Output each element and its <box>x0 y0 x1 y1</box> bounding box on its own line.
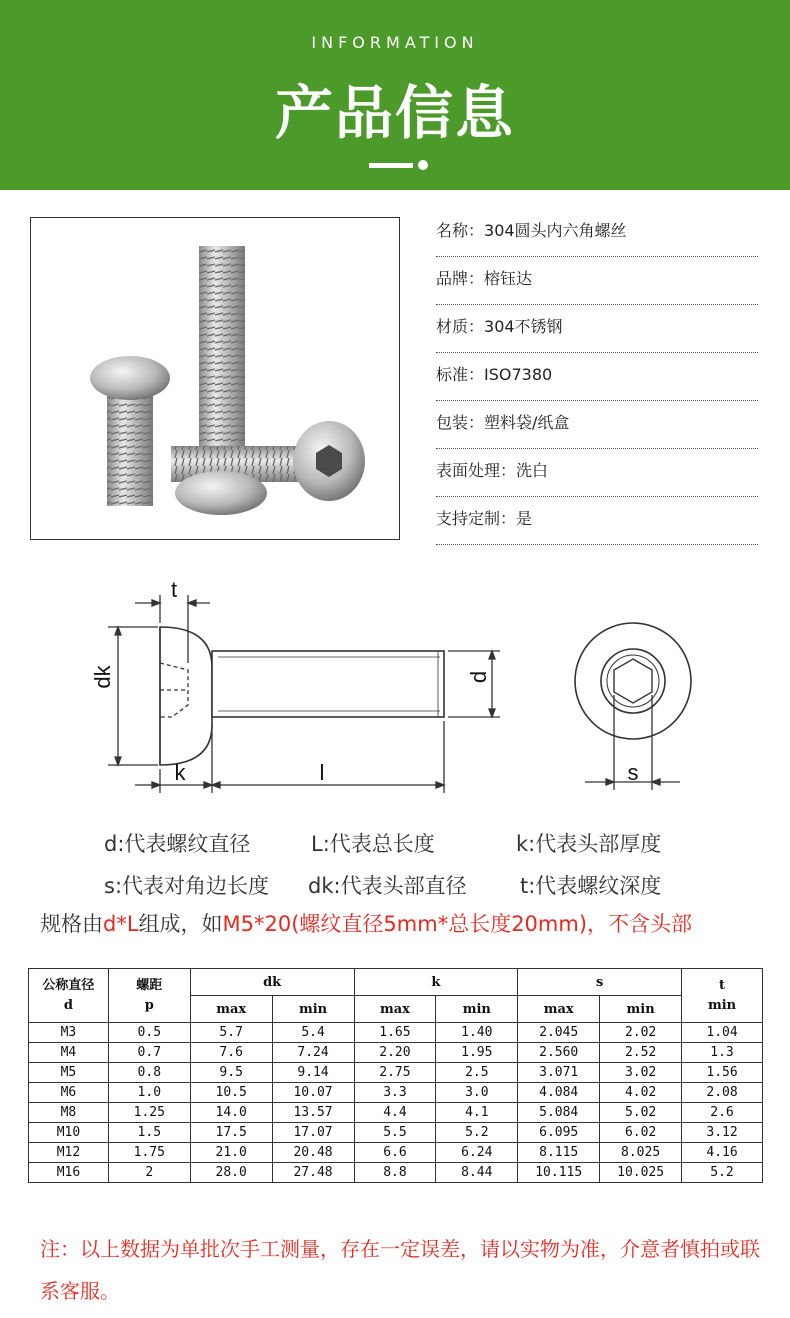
table-cell: 27.48 <box>272 1163 354 1183</box>
info-row-custom <box>436 497 758 545</box>
note-part-highlight: d*L <box>103 912 139 936</box>
table-cell: 6.02 <box>600 1123 682 1143</box>
col-head-max: max <box>190 996 272 1023</box>
table-row <box>29 1043 763 1063</box>
table-cell: 2.6 <box>682 1103 763 1123</box>
table-row <box>29 1023 763 1043</box>
label-s: s <box>627 760 639 785</box>
table-cell: 4.02 <box>600 1083 682 1103</box>
col-head-min: min <box>436 996 518 1023</box>
info-value: ISO7380 <box>484 365 553 384</box>
table-cell: 2.75 <box>354 1063 436 1083</box>
table-cell: M16 <box>29 1163 109 1183</box>
info-label: 标准： <box>436 365 485 384</box>
table-cell: 4.16 <box>682 1143 763 1163</box>
label-d: d <box>466 670 491 684</box>
table-cell: 2.08 <box>682 1083 763 1103</box>
table-cell: 0.8 <box>108 1063 190 1083</box>
table-cell: 14.0 <box>190 1103 272 1123</box>
info-value: 塑料袋/纸盒 <box>484 413 570 432</box>
legend-item: d:代表螺纹直径 <box>104 832 251 856</box>
table-cell: M4 <box>29 1043 109 1063</box>
table-cell: 5.2 <box>436 1123 518 1143</box>
col-head-min: min <box>272 996 354 1023</box>
info-row-brand <box>436 257 758 305</box>
table-cell: 5.02 <box>600 1103 682 1123</box>
table-cell: 10.115 <box>518 1163 600 1183</box>
screw-drawing <box>0 575 790 800</box>
table-cell: 5.5 <box>354 1123 436 1143</box>
table-cell: 8.115 <box>518 1143 600 1163</box>
info-label: 表面处理： <box>436 461 517 480</box>
table-cell: 1.40 <box>436 1023 518 1043</box>
col-head-min: min <box>600 996 682 1023</box>
table-cell: M10 <box>29 1123 109 1143</box>
legend-line-2 <box>0 870 790 910</box>
col-head-text: min <box>707 997 737 1013</box>
table-cell: 2.52 <box>600 1043 682 1063</box>
info-label: 名称： <box>436 221 485 240</box>
legend-line-1 <box>0 828 790 868</box>
legend-item: k:代表头部厚度 <box>516 832 662 856</box>
table-row <box>29 1163 763 1183</box>
table-cell: 5.4 <box>272 1023 354 1043</box>
table-cell: 6.095 <box>518 1123 600 1143</box>
product-photo <box>30 217 400 540</box>
table-cell: 3.0 <box>436 1083 518 1103</box>
table-cell: 3.12 <box>682 1123 763 1143</box>
table-row <box>29 1063 763 1083</box>
info-row-material <box>436 305 758 353</box>
col-head-dk: dk <box>190 969 354 996</box>
legend-item: dk:代表头部直径 <box>308 874 467 898</box>
table-cell: 10.5 <box>190 1083 272 1103</box>
table-cell: 9.5 <box>190 1063 272 1083</box>
banner-divider <box>369 163 413 168</box>
col-head-text: p <box>144 997 154 1013</box>
table-cell: 6.24 <box>436 1143 518 1163</box>
table-cell: 20.48 <box>272 1143 354 1163</box>
screw-illustration <box>31 218 400 540</box>
table-cell: 1.65 <box>354 1023 436 1043</box>
table-row <box>29 1123 763 1143</box>
table-cell: 4.1 <box>436 1103 518 1123</box>
table-cell: 3.3 <box>354 1083 436 1103</box>
col-head-text: 螺距 <box>136 977 163 993</box>
table-cell: 8.8 <box>354 1163 436 1183</box>
table-row <box>29 1143 763 1163</box>
table-cell: 7.6 <box>190 1043 272 1063</box>
table-cell: 10.025 <box>600 1163 682 1183</box>
table-cell: 1.95 <box>436 1043 518 1063</box>
info-value: 洗白 <box>516 461 549 480</box>
info-value: 304不锈钢 <box>484 317 563 336</box>
table-cell: 2.02 <box>600 1023 682 1043</box>
table-cell: 1.3 <box>682 1043 763 1063</box>
note-part: 规格由 <box>40 912 103 936</box>
info-row-packaging <box>436 401 758 449</box>
table-cell: 3.02 <box>600 1063 682 1083</box>
info-row-name <box>436 209 758 257</box>
disclaimer-text: 注：以上数据为单批次手工测量，存在一定误差，请以实物为准，介意者慎拍或联系客服。 <box>40 1237 760 1303</box>
table-cell: 0.7 <box>108 1043 190 1063</box>
table-cell: 8.44 <box>436 1163 518 1183</box>
table-cell: M12 <box>29 1143 109 1163</box>
info-row-surface <box>436 449 758 497</box>
dimension-diagram <box>0 575 790 800</box>
info-label: 品牌： <box>436 269 485 288</box>
table-cell: 6.6 <box>354 1143 436 1163</box>
note-part-highlight: M5*20(螺纹直径5mm*总长度20mm)，不含头部 <box>222 912 693 936</box>
info-label: 包装： <box>436 413 485 432</box>
table-cell: M8 <box>29 1103 109 1123</box>
col-head-d <box>29 969 109 1023</box>
label-l: l <box>319 760 325 785</box>
spec-table <box>28 968 763 1183</box>
table-cell: 2.560 <box>518 1043 600 1063</box>
table-cell: M5 <box>29 1063 109 1083</box>
banner-subtitle: INFORMATION <box>311 33 479 52</box>
col-head-text: 公称直径 <box>42 977 95 993</box>
table-cell: 9.14 <box>272 1063 354 1083</box>
header-banner <box>0 0 790 190</box>
table-row <box>29 1083 763 1103</box>
col-head-text: d <box>63 997 73 1013</box>
table-cell: 2.045 <box>518 1023 600 1043</box>
product-info-list <box>436 209 758 545</box>
col-head-t <box>682 969 763 1023</box>
col-head-s: s <box>518 969 682 996</box>
info-label: 支持定制： <box>436 509 517 528</box>
table-cell: 5.084 <box>518 1103 600 1123</box>
table-cell: 5.2 <box>682 1163 763 1183</box>
label-dk: dk <box>90 665 115 689</box>
table-cell: 1.25 <box>108 1103 190 1123</box>
col-head-k: k <box>354 969 518 996</box>
table-cell: 2.20 <box>354 1043 436 1063</box>
info-row-standard <box>436 353 758 401</box>
table-cell: 1.04 <box>682 1023 763 1043</box>
col-head-p <box>108 969 190 1023</box>
table-cell: 21.0 <box>190 1143 272 1163</box>
table-cell: 5.7 <box>190 1023 272 1043</box>
table-cell: 1.75 <box>108 1143 190 1163</box>
table-cell: 1.5 <box>108 1123 190 1143</box>
legend-item: L:代表总长度 <box>311 832 435 856</box>
info-value: 榕钰达 <box>484 269 533 288</box>
note-part: 组成，如 <box>138 912 223 936</box>
legend-item: s:代表对角边长度 <box>104 874 270 898</box>
table-cell: 4.4 <box>354 1103 436 1123</box>
legend-item: t:代表螺纹深度 <box>520 874 662 898</box>
label-t: t <box>170 577 178 602</box>
banner-title: 产品信息 <box>274 79 515 147</box>
table-row <box>29 1103 763 1123</box>
table-cell: 0.5 <box>108 1023 190 1043</box>
info-label: 材质： <box>436 317 485 336</box>
table-cell: 13.57 <box>272 1103 354 1123</box>
table-cell: 17.5 <box>190 1123 272 1143</box>
spec-table-body <box>29 1023 763 1183</box>
col-head-max: max <box>518 996 600 1023</box>
table-cell: 3.071 <box>518 1063 600 1083</box>
table-cell: 1.0 <box>108 1083 190 1103</box>
spec-format-note <box>40 908 692 938</box>
table-cell: 2 <box>108 1163 190 1183</box>
table-cell: 4.084 <box>518 1083 600 1103</box>
banner-dot <box>418 160 428 170</box>
table-cell: 8.025 <box>600 1143 682 1163</box>
col-head-max: max <box>354 996 436 1023</box>
table-cell: M6 <box>29 1083 109 1103</box>
info-value: 是 <box>516 509 533 528</box>
table-cell: 28.0 <box>190 1163 272 1183</box>
info-value: 304圆头内六角螺丝 <box>484 221 627 240</box>
table-cell: 2.5 <box>436 1063 518 1083</box>
table-cell: 1.56 <box>682 1063 763 1083</box>
label-k: k <box>174 760 186 785</box>
table-cell: 10.07 <box>272 1083 354 1103</box>
col-head-text: t <box>719 977 726 993</box>
table-cell: M3 <box>29 1023 109 1043</box>
table-cell: 7.24 <box>272 1043 354 1063</box>
table-cell: 17.07 <box>272 1123 354 1143</box>
